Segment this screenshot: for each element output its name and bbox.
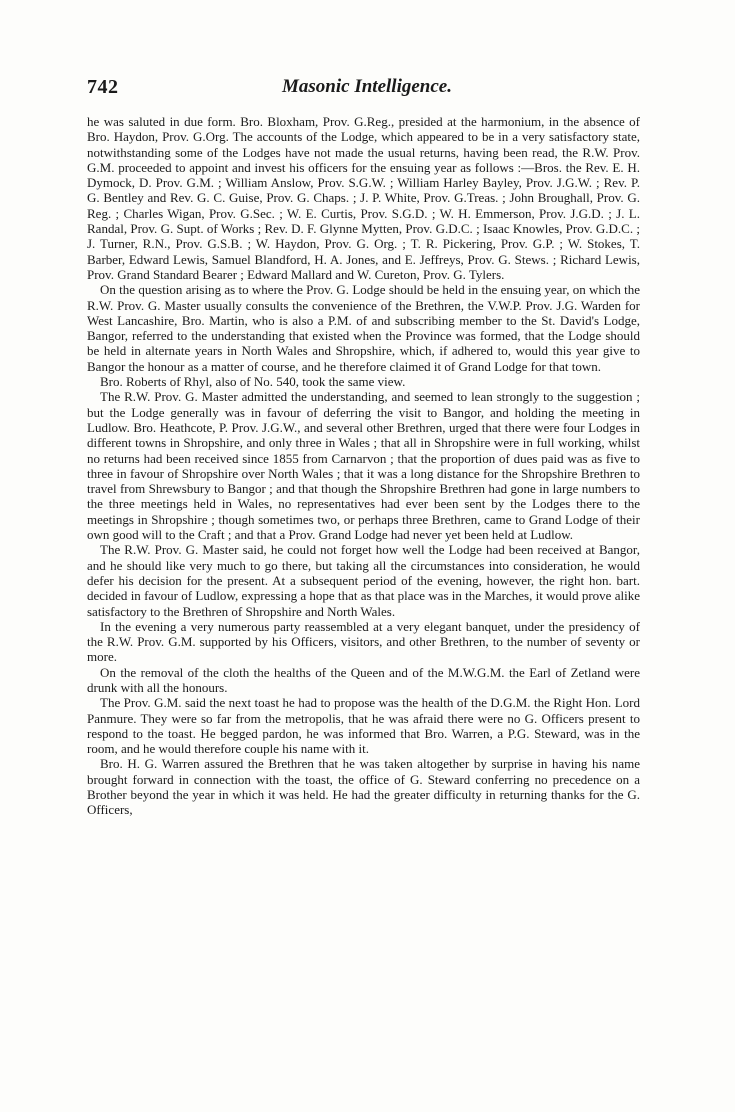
page-number: 742 [87,76,119,98]
paragraph-ludlow-argument: The R.W. Prov. G. Master admitted the understanding, and seemed to lean strongly to the suggestion ; but the Lodge generally was in favour of deferring the visit to Bangor, and holding the meeting in Ludlow. Bro. Heathcote, P. Prov. J.G.W., and several other Brethren, urged that there were four Lodges in different towns in Shropshire, and only three in Wales ; that all in Shropshire were in full working, whilst no returns had been received since 1855 from Carnarvon ; that the proportion of dues paid was as five to three in favour of Shropshire over North Wales ; that it was a long distance for the Shropshire Brethren to travel from Shrewsbury to Bangor ; and that though the Shropshire Brethren had gone in large numbers to the three meetings held in Wales, no representatives had ever been sent by the Lodges there to the meetings in Shropshire ; though sometimes two, or perhaps three Brethren, came to Grand Lodge of their own good will to the Craft ; and that a Prov. Grand Lodge had never yet been held at Ludlow. [87,389,640,543]
page-header [87,76,647,102]
paragraph-lodge-location-question: On the question arising as to where the Prov. G. Lodge should be held in the ensuing year, on which the R.W. Prov. G. Master usually consults the convenience of the Brethren, the V.W.P. Prov. J.G. Warden for West Lancashire, Bro. Martin, who is also a P.M. of and subscribing member to the St. David's Lodge, Bangor, referred to the understanding that existed when the Province was formed, that the Lodge should be held in alternate years in North Wales and Shropshire, which, if adhered to, would this year give to Bangor the honour as a matter of course, and he therefore claimed it of Grand Lodge for that town. [87,282,640,374]
paragraph-officers-appointed: he was saluted in due form. Bro. Bloxham, Prov. G.Reg., presided at the harmonium, in the absence of Bro. Haydon, Prov. G.Org. The accounts of the Lodge, which appeared to be in a very satisfactory state, notwithstanding some of the Lodges have not made the usual returns, having been read, the R.W. Prov. G.M. proceeded to appoint and invest his officers for the ensuing year as follows :—Bros. the Rev. E. H. Dymock, D. Prov. G.M. ; William Anslow, Prov. S.G.W. ; William Harley Bayley, Prov. J.G.W. ; Rev. P. G. Bentley and Rev. G. C. Guise, Prov. G. Chaps. ; J. P. White, Prov. G.Treas. ; John Broughall, Prov. G. Reg. ; Charles Wigan, Prov. G.Sec. ; W. E. Curtis, Prov. S.G.D. ; W. H. Emmerson, Prov. J.G.D. ; J. L. Randal, Prov. G. Supt. of Works ; Rev. D. F. Glynne Mytten, Prov. G.D.C. ; Isaac Knowles, Prov. G.D.C. ; J. Turner, R.N., Prov. G.S.B. ; W. Haydon, Prov. G. Org. ; T. R. Pickering, Prov. G.P. ; W. Stokes, T. Barber, Edward Lewis, Samuel Blandford, H. A. Jones, and E. Jeffreys, Prov. G. Stews. ; Richard Lewis, Prov. Grand Standard Bearer ; Edward Mallard and W. Cureton, Prov. G. Tylers. [87,114,640,282]
article-body [87,114,640,818]
paragraph-warren-reply: Bro. H. G. Warren assured the Brethren that he was taken altogether by surprise in having his name brought forward in connection with the toast, the office of G. Steward conferring no precedence on a Brother beyond the year in which it was held. He had the greater difficulty in returning thanks for the G. Officers, [87,756,640,818]
paragraph-decision-ludlow: The R.W. Prov. G. Master said, he could not forget how well the Lodge had been received at Bangor, and he should like very much to go there, but taking all the circumstances into consideration, he would defer his decision for the present. At a subsequent period of the evening, however, the right hon. bart. decided in favour of Ludlow, expressing a hope that as that place was in the Marches, it would prove alike satisfactory to the Brethren of Shropshire and North Wales. [87,542,640,619]
paragraph-bro-roberts: Bro. Roberts of Rhyl, also of No. 540, took the same view. [100,374,406,390]
running-title: Masonic Intelligence. [282,76,452,97]
paragraph-banquet: In the evening a very numerous party reassembled at a very elegant banquet, under the presidency of the R.W. Prov. G.M. supported by his Officers, visitors, and other Brethren, to the number of seventy or more. [87,618,640,665]
paragraph-loyal-toasts: On the removal of the cloth the healths of the Queen and of the M.W.G.M. the Earl of Zetland were drunk with all the honours. [87,664,640,695]
paragraph-dgm-toast: The Prov. G.M. said the next toast he had to propose was the health of the D.G.M. the Right Hon. Lord Panmure. They were so far from the metropolis, that he was afraid there were no G. Officers present to respond to the toast. He begged pardon, he was informed that Bro. Warren, a P.G. Steward, was in the room, and he would therefore couple his name with it. [87,695,640,757]
